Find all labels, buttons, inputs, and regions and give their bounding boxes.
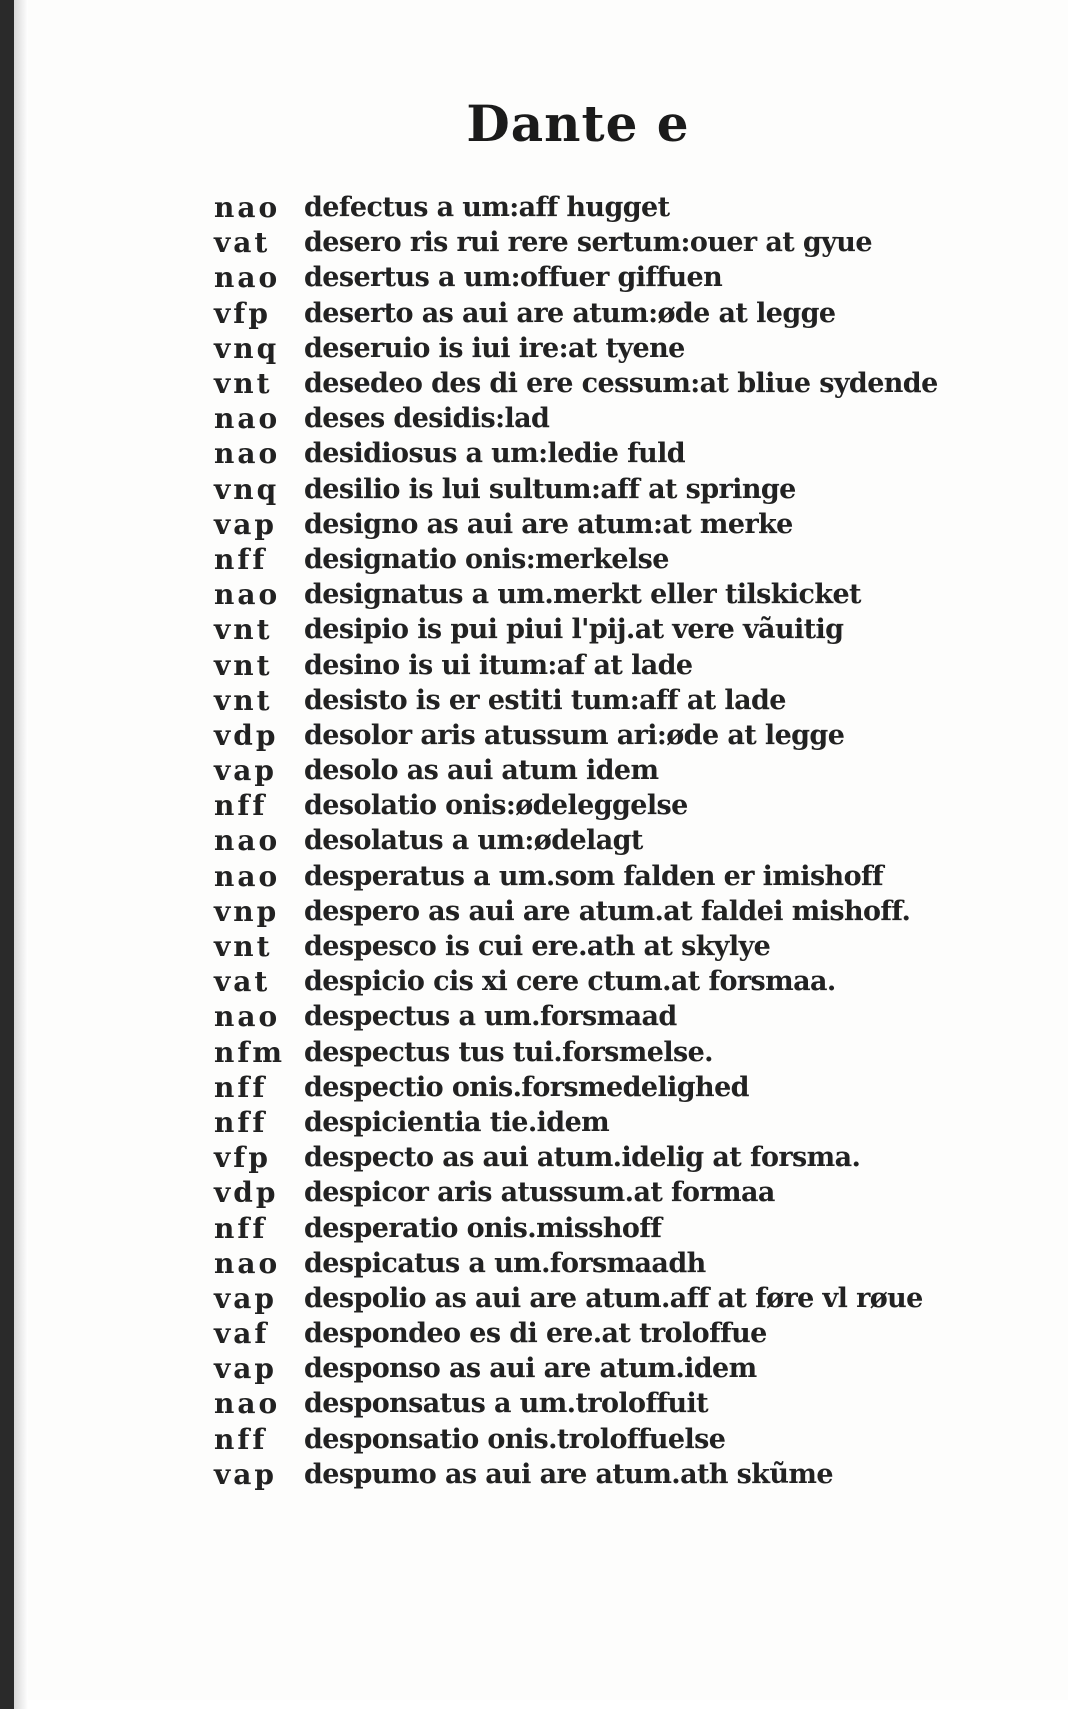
dictionary-entry bbox=[214, 929, 994, 964]
dictionary-entry bbox=[214, 507, 994, 542]
entry-definition: desedeo des di ere cessum:at bliue sydende bbox=[304, 368, 938, 400]
entry-grammar-code: vdp bbox=[214, 718, 279, 752]
entry-grammar-code: vap bbox=[214, 1352, 277, 1386]
entry-grammar-code: nao bbox=[214, 1000, 281, 1034]
entry-grammar-code: vnt bbox=[214, 683, 273, 717]
dictionary-entry bbox=[214, 1105, 994, 1140]
entry-grammar-code: vap bbox=[214, 754, 277, 788]
entry-grammar-code: nff bbox=[214, 1070, 268, 1104]
dictionary-entry bbox=[214, 577, 994, 612]
entry-grammar-code: vnt bbox=[214, 367, 273, 401]
entry-definition: designatio onis:merkelse bbox=[304, 543, 669, 575]
entry-definition: despicio cis xi cere ctum.at forsmaa. bbox=[304, 966, 836, 998]
entry-grammar-code: nff bbox=[214, 789, 268, 823]
dictionary-entry bbox=[214, 1457, 994, 1492]
entry-definition: desisto is er estiti tum:aff at lade bbox=[304, 684, 786, 716]
entry-grammar-code: vnt bbox=[214, 648, 273, 682]
dictionary-entry bbox=[214, 401, 994, 436]
dictionary-entry bbox=[214, 331, 994, 366]
dictionary-entry bbox=[214, 366, 994, 401]
entry-definition: desperatus a um.som falden er imishoff bbox=[304, 860, 884, 892]
dictionary-entry bbox=[214, 859, 994, 894]
entry-grammar-code: nfm bbox=[214, 1035, 286, 1069]
entry-grammar-code: vnp bbox=[214, 894, 280, 928]
entry-definition: desperatio onis.misshoff bbox=[304, 1212, 662, 1244]
entry-grammar-code: nff bbox=[214, 1105, 268, 1139]
entry-definition: deserto as aui are atum:øde at legge bbox=[304, 297, 836, 329]
entry-definition: despesco is cui ere.ath at skylye bbox=[304, 931, 771, 963]
entry-grammar-code: nff bbox=[214, 542, 268, 576]
entry-definition: desertus a um:offuer giffuen bbox=[304, 262, 723, 294]
entry-grammar-code: vnt bbox=[214, 930, 273, 964]
entry-definition: desolor aris atussum ari:øde at legge bbox=[304, 719, 845, 751]
dictionary-entry bbox=[214, 1281, 994, 1316]
entry-grammar-code: nao bbox=[214, 578, 281, 612]
dictionary-entry bbox=[214, 999, 994, 1034]
entry-definition: desino is ui itum:af at lade bbox=[304, 649, 693, 681]
entry-definition: despectus tus tui.forsmelse. bbox=[304, 1036, 713, 1068]
dictionary-entry bbox=[214, 1386, 994, 1421]
entry-definition: desilio is lui sultum:aff at springe bbox=[304, 473, 796, 505]
entry-grammar-code: nao bbox=[214, 859, 281, 893]
dictionary-entry bbox=[214, 436, 994, 471]
dictionary-page bbox=[28, 0, 1068, 1700]
dictionary-entry bbox=[214, 894, 994, 929]
entry-grammar-code: nao bbox=[214, 437, 281, 471]
entry-definition: deses desidis:lad bbox=[304, 403, 550, 435]
page-header bbox=[28, 94, 1068, 153]
entry-grammar-code: vap bbox=[214, 1281, 277, 1315]
dictionary-entry bbox=[214, 753, 994, 788]
dictionary-entry bbox=[214, 225, 994, 260]
running-head: Dante e bbox=[466, 94, 690, 153]
dictionary-entry bbox=[214, 1175, 994, 1210]
entry-definition: despicor aris atussum.at formaa bbox=[304, 1177, 775, 1209]
entry-grammar-code: vat bbox=[214, 965, 271, 999]
entry-grammar-code: vat bbox=[214, 226, 271, 260]
entry-definition: deseruio is iui ire:at tyene bbox=[304, 332, 685, 364]
entry-definition: desidiosus a um:ledie fuld bbox=[304, 438, 686, 470]
entry-grammar-code: vfp bbox=[214, 1141, 271, 1175]
dictionary-entry bbox=[214, 1035, 994, 1070]
dictionary-entry bbox=[214, 1140, 994, 1175]
dictionary-entry bbox=[214, 964, 994, 999]
entry-grammar-code: vap bbox=[214, 507, 277, 541]
dictionary-entry bbox=[214, 472, 994, 507]
entry-definition: despolio as aui are atum.aff at føre vl røue bbox=[304, 1282, 923, 1314]
dictionary-entry bbox=[214, 718, 994, 753]
entry-grammar-code: vaf bbox=[214, 1317, 270, 1351]
entry-definition: despectio onis.forsmedelighed bbox=[304, 1071, 749, 1103]
entry-definition: desolatio onis:ødeleggelse bbox=[304, 790, 688, 822]
dictionary-entry bbox=[214, 1316, 994, 1351]
dictionary-entry bbox=[214, 1070, 994, 1105]
entry-definition: despumo as aui are atum.ath skũme bbox=[304, 1458, 833, 1490]
entry-grammar-code: nff bbox=[214, 1211, 268, 1245]
entry-definition: designatus a um.merkt eller tilskicket bbox=[304, 579, 861, 611]
entry-grammar-code: nao bbox=[214, 261, 281, 295]
entry-definition: desero ris rui rere sertum:ouer at gyue bbox=[304, 227, 872, 259]
entry-grammar-code: vnt bbox=[214, 613, 273, 647]
dictionary-entry bbox=[214, 788, 994, 823]
entry-grammar-code: vfp bbox=[214, 296, 271, 330]
entry-definition: desolo as aui atum idem bbox=[304, 755, 659, 787]
entry-grammar-code: nao bbox=[214, 824, 281, 858]
dictionary-entry bbox=[214, 1210, 994, 1245]
entry-definition: despicatus a um.forsmaadh bbox=[304, 1247, 706, 1279]
entry-grammar-code: nao bbox=[214, 1246, 281, 1280]
entry-grammar-code: vdp bbox=[214, 1176, 279, 1210]
dictionary-entry bbox=[214, 1422, 994, 1457]
dictionary-entry bbox=[214, 683, 994, 718]
entry-definition: desolatus a um:ødelagt bbox=[304, 825, 643, 857]
entry-definition: despectus a um.forsmaad bbox=[304, 1001, 677, 1033]
dictionary-entry bbox=[214, 1351, 994, 1386]
dictionary-entry bbox=[214, 190, 994, 225]
dictionary-entry bbox=[214, 1246, 994, 1281]
entry-definition: desponsatio onis.troloffuelse bbox=[304, 1423, 726, 1455]
entry-grammar-code: vnq bbox=[214, 472, 280, 506]
entry-definition: designo as aui are atum:at merke bbox=[304, 508, 793, 540]
entry-definition: despondeo es di ere.at troloffue bbox=[304, 1318, 767, 1350]
entry-definition: desponsatus a um.troloffuit bbox=[304, 1388, 709, 1420]
book-binding-edge bbox=[0, 0, 28, 1709]
entry-definition: despecto as aui atum.idelig at forsma. bbox=[304, 1142, 861, 1174]
dictionary-entry bbox=[214, 296, 994, 331]
entry-grammar-code: nff bbox=[214, 1422, 268, 1456]
entry-definition: despero as aui are atum.at faldei mishoff. bbox=[304, 895, 911, 927]
entry-list bbox=[214, 190, 994, 1492]
dictionary-entry bbox=[214, 542, 994, 577]
dictionary-entry bbox=[214, 647, 994, 682]
entry-definition: desipio is pui piui l'pij.at vere vãuitig bbox=[304, 614, 844, 646]
dictionary-entry bbox=[214, 612, 994, 647]
entry-definition: despicientia tie.idem bbox=[304, 1106, 610, 1138]
dictionary-entry bbox=[214, 260, 994, 295]
entry-grammar-code: nao bbox=[214, 402, 281, 436]
entry-grammar-code: vnq bbox=[214, 331, 280, 365]
dictionary-entry bbox=[214, 823, 994, 858]
entry-definition: defectus a um:aff hugget bbox=[304, 192, 670, 224]
entry-grammar-code: nao bbox=[214, 191, 281, 225]
entry-definition: desponso as aui are atum.idem bbox=[304, 1353, 757, 1385]
entry-grammar-code: vap bbox=[214, 1457, 277, 1491]
entry-grammar-code: nao bbox=[214, 1387, 281, 1421]
